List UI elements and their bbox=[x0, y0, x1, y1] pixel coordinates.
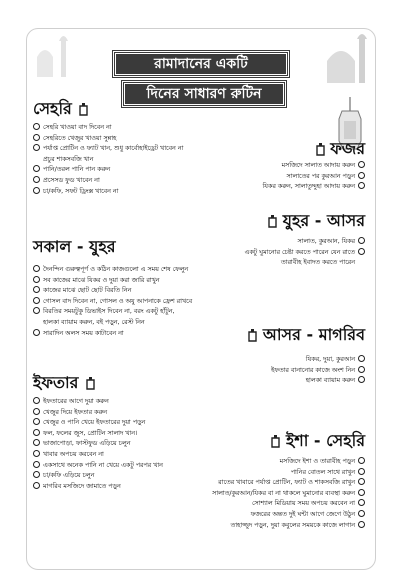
title-line-1: রামাদানের একটি bbox=[113, 51, 289, 77]
lantern-icon bbox=[271, 435, 280, 449]
heading-text: ফজর bbox=[330, 139, 365, 158]
list-item: যিকর, দুয়া, কুরআন bbox=[175, 355, 365, 366]
lantern-icon bbox=[268, 215, 277, 229]
title-line-2: দিনের সাধারণ রুটিন bbox=[122, 81, 286, 107]
list-item: বিরতির সময়টুকু ডিভাইস দিবেন না, বরং একটু হাঁটুন, bbox=[33, 307, 263, 318]
heading-text: যুহর - আসর bbox=[282, 211, 365, 230]
list-item: ফল, ফলের জুস, প্রোটিন সালাদ খান। bbox=[33, 429, 233, 440]
list-item: সেহরিতে খেজুর খাওয়া সুন্নাহ bbox=[33, 134, 233, 145]
heading-text: ইফতার bbox=[33, 373, 79, 392]
list-item: ফজরের অন্তত দুই ঘন্টা আগে জেগে উঠুন bbox=[115, 510, 365, 521]
list-item: একসাথে অনেক পানি না খেয়ে একটু পরপর খান bbox=[33, 461, 233, 472]
list-item: কাজের মাঝে ছোট ছোট বিরতি নিন bbox=[33, 286, 263, 297]
list-item: মসজিদে সালাত আদায় করুন bbox=[175, 161, 365, 172]
list-item: পর্যাপ্ত প্রোটিন ও ফ্যাট খান, শুধু কার্বোহাইড্রেট খাবেন না bbox=[33, 144, 233, 155]
zuhr-asr-list bbox=[135, 237, 365, 269]
list-item: তারাবীহ ইবাদত করতে পারেন bbox=[280, 259, 355, 267]
isha-sehri-list bbox=[115, 457, 365, 531]
list-item: সারাদিন অলস সময় কাটাবেন না bbox=[33, 329, 263, 340]
mosque-icon bbox=[317, 31, 371, 83]
heading-text: সেহরি bbox=[33, 99, 72, 118]
lantern-icon bbox=[86, 377, 95, 391]
list-item: গোসল বাদ দিবেন না, গোসল ও অযু আপনাকে ফ্রেশ রাখবে bbox=[33, 297, 263, 308]
list-item: মসজিদে ইশা ও তারাবীহ পড়ুন bbox=[115, 457, 365, 468]
list-item: চা/কফি, সফট ড্রিংক্স খাবেন না bbox=[33, 187, 233, 198]
asr-maghrib-list bbox=[175, 355, 365, 387]
section-heading-zuhr-asr bbox=[266, 211, 365, 231]
list-item: রাতের খাবারে পর্যাপ্ত প্রোটিন, ফ্যাট ও শাকসবজি রাখুন bbox=[115, 478, 365, 489]
list-item: দৈনন্দিন গুরুত্বপূর্ণ ও কঠিন কাজগুলো এ সময় শেষ ফেলুন bbox=[33, 265, 263, 276]
list-item: একটু ঘুমানোর চেষ্টা করতে পারেন যেন রাতে bbox=[135, 248, 365, 259]
list-item: চা/কফি এড়িয়ে চলুন bbox=[33, 471, 233, 482]
mosque-icon bbox=[33, 31, 77, 77]
list-item: সব কাজের মাঝে যিকর ও দুয়া করা জারি রাখুন bbox=[33, 276, 263, 287]
section-heading-sehri bbox=[33, 99, 88, 119]
list-item: সালাত/কুরআন/যিকর বা না থাকলে ঘুমানোর ব্যবস্থা করুন bbox=[115, 489, 365, 500]
section-heading-asr-maghrib bbox=[246, 325, 365, 345]
heading-text: সকাল - যুহর bbox=[33, 237, 116, 256]
lantern-icon bbox=[79, 103, 88, 117]
list-item: প্রচুর শাকসবজি খান bbox=[43, 155, 94, 163]
list-item: হালকা ব্যায়াম করুন, বই পড়ুন, রেস্ট নিন bbox=[43, 318, 145, 326]
list-item: সেহরি খাওয়া বাদ দিবেন না bbox=[33, 123, 233, 134]
section-heading-isha-sehri bbox=[269, 431, 365, 451]
list-item: ইফতার বানানোর কাজে অংশ নিন bbox=[175, 366, 365, 377]
list-item: পানি/তরল পানি পান করুন bbox=[33, 165, 233, 176]
section-heading-fajr bbox=[314, 139, 365, 159]
lantern-icon bbox=[248, 329, 257, 343]
list-item: খাবার অপচয় করবেন না bbox=[33, 450, 233, 461]
lantern-icon bbox=[316, 143, 325, 157]
section-heading-iftar bbox=[33, 373, 95, 393]
list-item: মাগরিব মসজিদে জামাতে পড়ুন bbox=[33, 482, 233, 493]
fajr-list bbox=[175, 161, 365, 193]
list-item: হালকা ব্যায়াম করুন bbox=[175, 376, 365, 387]
list-item: ইফতারের আগে দুয়া করুন bbox=[33, 397, 233, 408]
list-item: তাহাজ্জুদ পড়ুন, দুয়া কবুলের সময়কে কাজে লাগান bbox=[115, 521, 365, 532]
list-item: সোশ্যাল মিডিয়ায় সময় অপচয় করবেন না bbox=[115, 499, 365, 510]
list-item: পানির বোতল সাথে রাখুন bbox=[115, 468, 365, 479]
list-item: খেজুর দিয়ে ইফতার করুন bbox=[33, 408, 233, 419]
list-item: ভাজাপোড়া, ফাস্টফুড এড়িয়ে চলুন bbox=[33, 439, 233, 450]
list-item: খেজুর ও পানি খেয়ে ইফতারের দুয়া পড়ুন bbox=[33, 418, 233, 429]
heading-text: ইশা - সেহরি bbox=[285, 431, 365, 450]
list-item: সালাতের পর কুরআন পড়ুন bbox=[175, 172, 365, 183]
morning-zuhr-list bbox=[33, 265, 263, 339]
section-heading-morning-zuhr bbox=[33, 237, 116, 257]
routine-card bbox=[26, 28, 376, 570]
heading-text: আসর - মাগরিব bbox=[262, 325, 365, 344]
list-item: প্রসেসড ফুড খাবেন না bbox=[33, 176, 233, 187]
list-item: সালাত, কুরআন, যিকর bbox=[135, 237, 365, 248]
list-item: যিকর করুন, সালাতুদ্দুহা আদায় করুন bbox=[175, 182, 365, 193]
